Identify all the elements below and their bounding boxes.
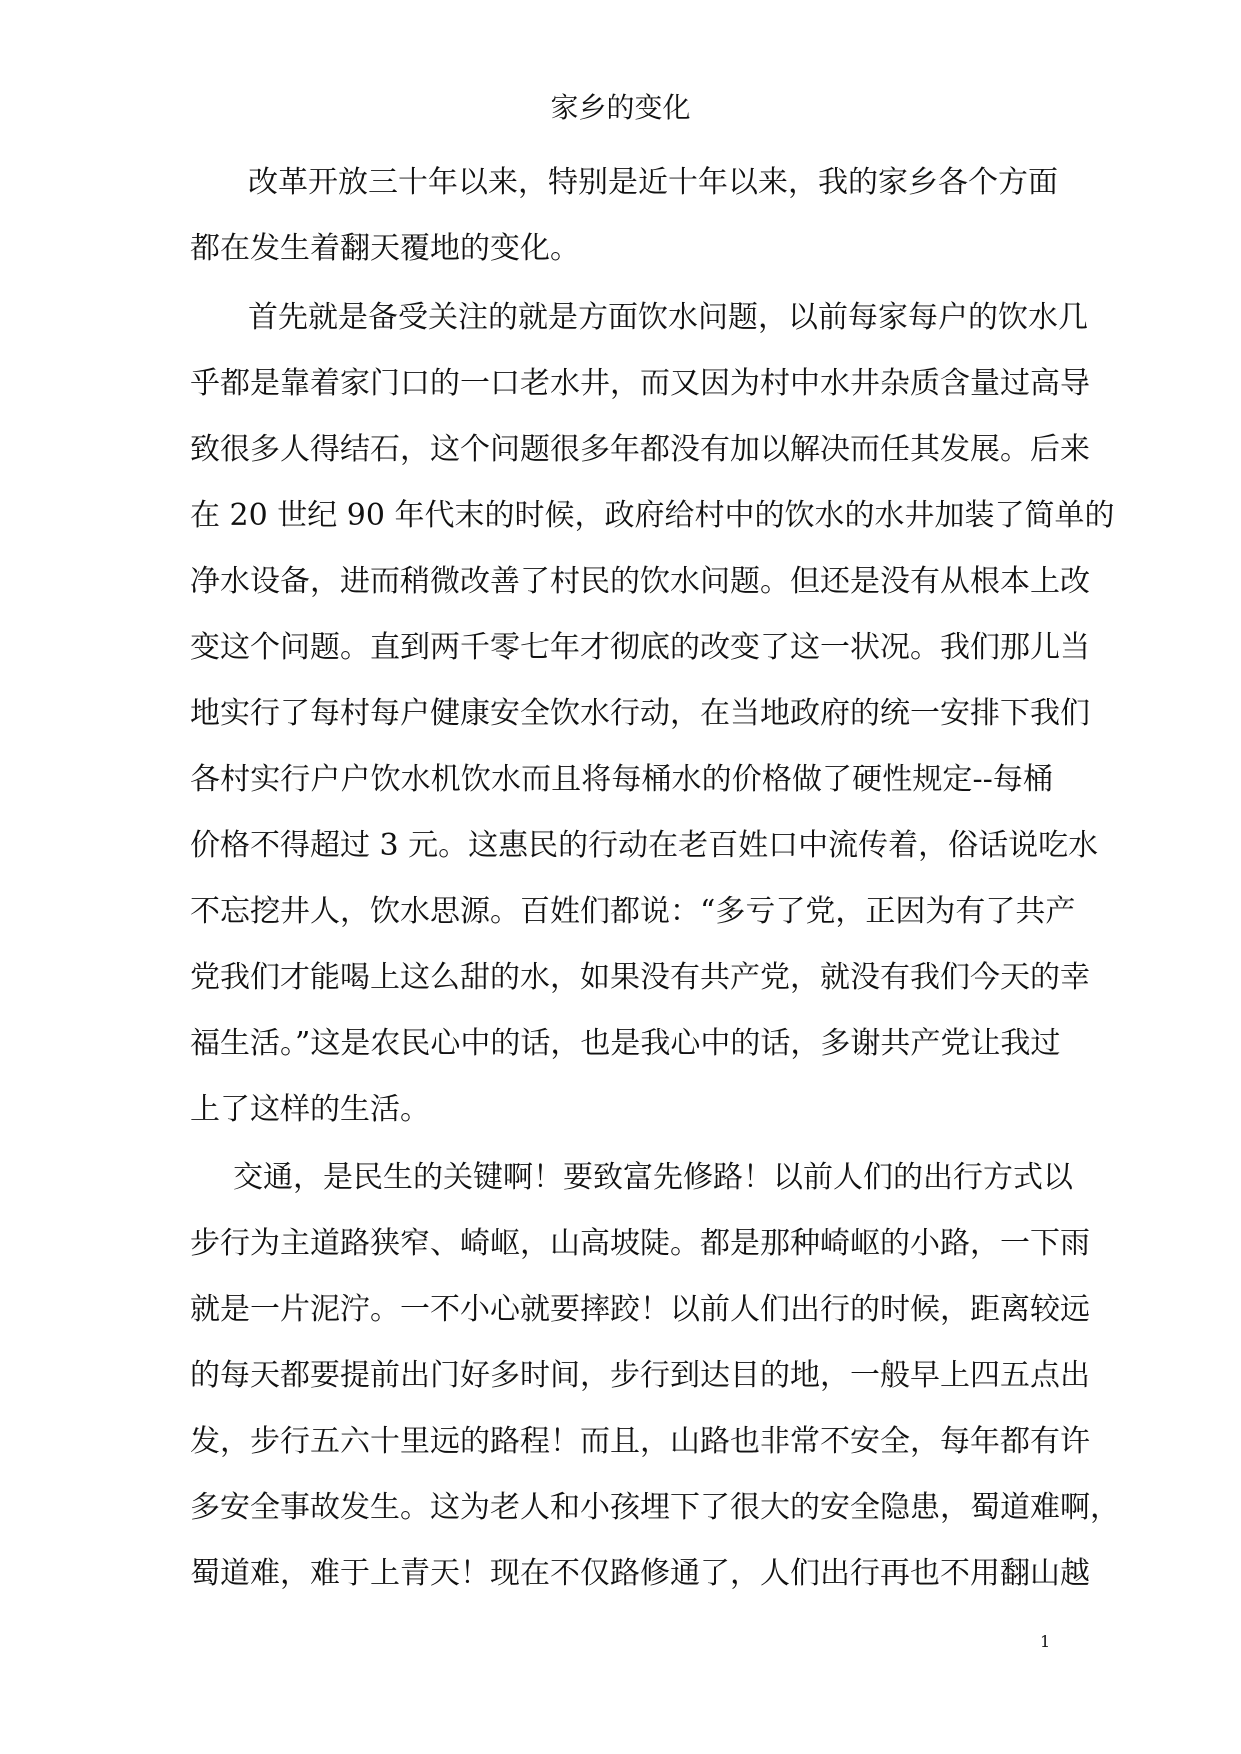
text-line: 党我们才能喝上这么甜的水，如果没有共产党，就没有我们今天的幸 xyxy=(190,960,1090,995)
page-number: 1 xyxy=(1040,1632,1051,1651)
document-title: 家乡的变化 xyxy=(550,91,691,124)
paragraph-3 xyxy=(190,1145,1120,1607)
text-line: 地实行了每村每户健康安全饮水行动，在当地政府的统一安排下我们 xyxy=(190,696,1090,731)
text-line: 的每天都要提前出门好多时间，步行到达目的地，一般早上四五点出 xyxy=(190,1358,1090,1393)
text-line: 步行为主道路狭窄、崎岖，山高坡陡。都是那种崎岖的小路，一下雨 xyxy=(190,1226,1090,1261)
paragraph-1 xyxy=(190,150,1058,282)
text-line: 蜀道难，难于上青天！现在不仅路修通了，人们出行再也不用翻山越 xyxy=(190,1556,1090,1591)
text-line: 改革开放三十年以来，特别是近十年以来，我的家乡各个方面 xyxy=(248,165,1058,200)
text-line: 致很多人得结石，这个问题很多年都没有加以解决而任其发展。后来 xyxy=(190,432,1090,467)
paragraph-2 xyxy=(190,285,1115,1143)
text-line: 交通，是民生的关键啊！要致富先修路！以前人们的出行方式以 xyxy=(233,1160,1073,1195)
text-line: 价格不得超过 3 元。这惠民的行动在老百姓口中流传着，俗话说吃水 xyxy=(190,828,1099,863)
text-line: 在 20 世纪 90 年代末的时候，政府给村中的饮水的水井加装了简单的 xyxy=(190,498,1115,533)
text-line: 上了这样的生活。 xyxy=(190,1092,430,1127)
text-line: 福生活。”这是农民心中的话，也是我心中的话，多谢共产党让我过 xyxy=(190,1026,1061,1061)
text-line: 都在发生着翻天覆地的变化。 xyxy=(190,231,580,266)
text-line: 就是一片泥泞。一不小心就要摔跤！以前人们出行的时候，距离较远 xyxy=(190,1292,1090,1327)
text-line: 净水设备，进而稍微改善了村民的饮水问题。但还是没有从根本上改 xyxy=(190,564,1090,599)
text-line: 不忘挖井人，饮水思源。百姓们都说：“多亏了党，正因为有了共产 xyxy=(190,894,1076,929)
text-line: 多安全事故发生。这为老人和小孩埋下了很大的安全隐患，蜀道难啊， xyxy=(190,1490,1120,1525)
text-line: 各村实行户户饮水机饮水而且将每桶水的价格做了硬性规定--每桶 xyxy=(190,762,1053,797)
text-line: 发，步行五六十里远的路程！而且，山路也非常不安全，每年都有许 xyxy=(190,1424,1090,1459)
text-line: 首先就是备受关注的就是方面饮水问题，以前每家每户的饮水几 xyxy=(248,300,1088,335)
text-line: 变这个问题。直到两千零七年才彻底的改变了这一状况。我们那儿当 xyxy=(190,630,1090,665)
text-line: 乎都是靠着家门口的一口老水井，而又因为村中水井杂质含量过高导 xyxy=(190,366,1090,401)
